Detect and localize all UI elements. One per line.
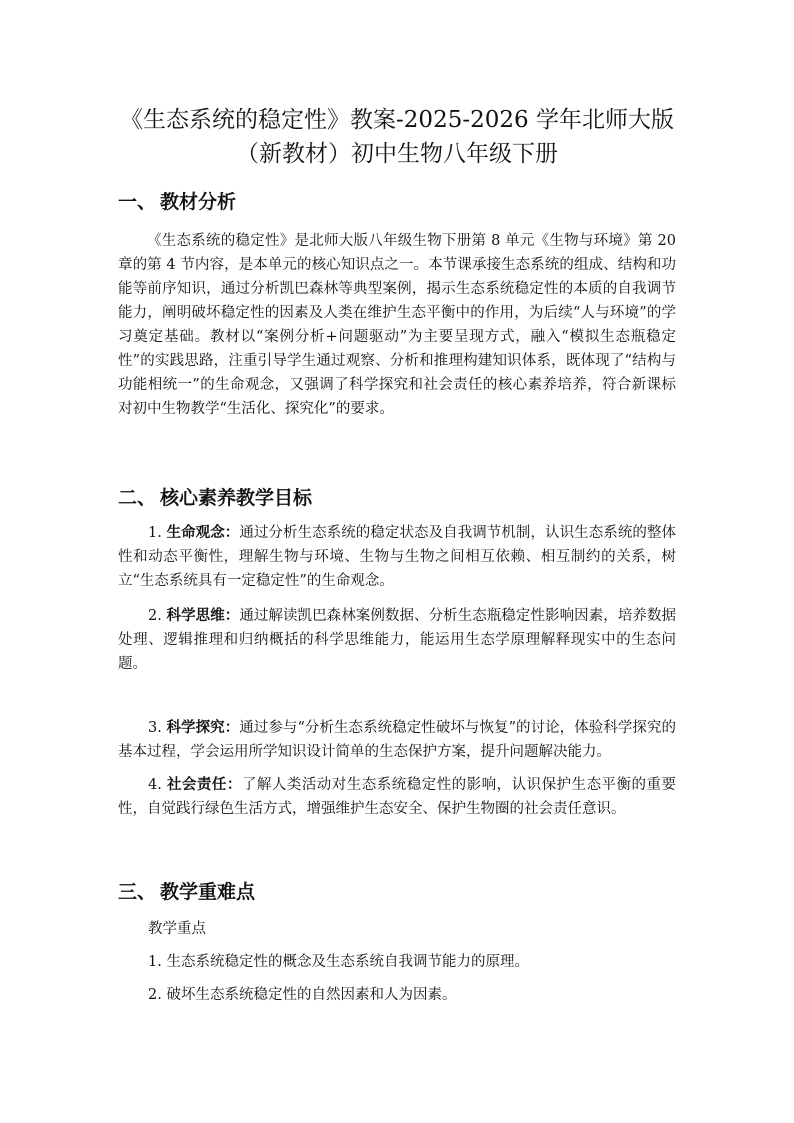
document-title-line-2: （新教材）初中生物八年级下册 [236, 141, 558, 167]
goal-index: 2. [148, 608, 167, 624]
goal-lead: 科学思维： [166, 608, 240, 624]
goal-index: 4. [148, 777, 167, 793]
goal-lead: 科学探究： [166, 720, 240, 736]
section-heading-key-difficult-points [118, 879, 255, 905]
goal-item-life-concept [118, 521, 676, 593]
goal-text: 通过参与“分析生态系统稳定性破坏与恢复”的讨论，体验科学探究的基本过程，学会运用所学知识设计简单的生态保护方案，提升问题解决能力。 [118, 720, 677, 760]
section-number: 一、 [118, 191, 157, 213]
key-point-item: 2. 破坏生态系统稳定性的自然因素和人为因素。 [148, 987, 457, 1003]
document-title-line-1: 《生态系统的稳定性》教案-2025-2026 学年北师大版 [120, 107, 674, 133]
goal-index: 3. [148, 720, 167, 736]
goal-item-scientific-inquiry [118, 716, 676, 764]
section-title: 核心素养教学目标 [160, 487, 313, 509]
section-title: 教材分析 [160, 191, 237, 213]
goal-item-scientific-thinking [118, 604, 676, 676]
section-heading-textbook-analysis [118, 189, 236, 215]
section-heading-core-literacy-goals [118, 485, 312, 511]
goal-item-social-responsibility [118, 773, 676, 821]
key-points-subheading: 教学重点 [148, 921, 206, 937]
section-number: 三、 [118, 881, 157, 903]
goal-text: 了解人类活动对生态系统稳定性的影响，认识保护生态平衡的重要性，自觉践行绿色生活方式，增强维护生态安全、保护生物圈的社会责任意识。 [118, 777, 676, 817]
key-point-item: 1. 生态系统稳定性的概念及生态系统自我调节能力的原理。 [148, 954, 529, 970]
textbook-analysis-paragraph: 《生态系统的稳定性》是北师大版八年级生物下册第 8 单元《生物与环境》第 20 章的第 4 节内容，是本单元的核心知识点之一。本节课承接生态系统的组成、结构和功能等前序知识，通过分析凯巴森林等典型案例，揭示生态系统稳定性的本质的自我调节能力，阐明破坏稳定性的因素及人类在维护生态平衡中的作用，为后续“人与环境”的学习奠定基础。教材以“案例分析+问题驱动”为主要呈现方式，融入“模拟生态瓶稳定性”的实践思路，注重引导学生通过观察、分析和推理构建知识体系，既体现了“结构与功能相统一”的生命观念，又强调了科学探究和社会责任的核心素养培养，符合新课标对初中生物教学“生活化、探究化”的要求。 [118, 233, 676, 417]
section-title: 教学重难点 [160, 881, 256, 903]
goal-index: 1. [148, 525, 167, 541]
section-number: 二、 [118, 487, 157, 509]
goal-lead: 社会责任： [166, 777, 242, 793]
goal-text: 通过解读凯巴森林案例数据、分析生态瓶稳定性影响因素，培养数据处理、逻辑推理和归纳概括的科学思维能力，能运用生态学原理解释现实中的生态问题。 [118, 608, 677, 672]
goal-lead: 生命观念： [166, 525, 240, 541]
goal-text: 通过分析生态系统的稳定状态及自我调节机制，认识生态系统的整体性和动态平衡性，理解生物与环境、生物与生物之间相互依赖、相互制约的关系，树立“生态系统具有一定稳定性”的生命观念。 [118, 525, 677, 589]
